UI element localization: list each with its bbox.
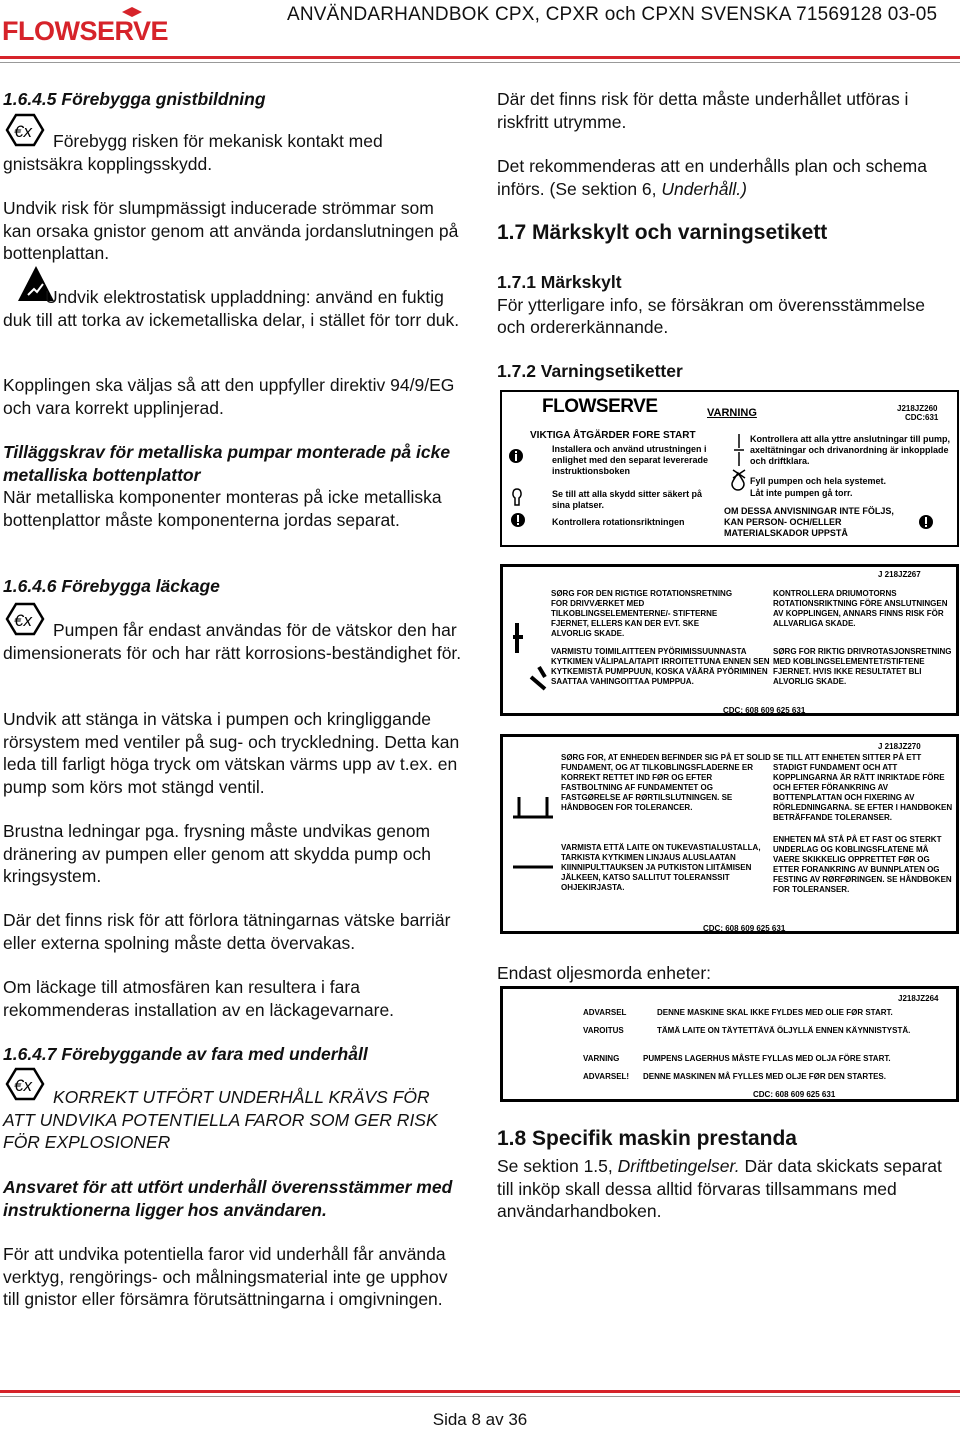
label-cdc: CDC: 608 609 625 631 bbox=[703, 924, 786, 933]
bold-paragraph: Ansvaret för att utfört underhåll överensstämmer med instruktionerna ligger hos användaren. bbox=[3, 1177, 453, 1220]
paragraph: För ytterligare info, se försäkran om överensstämmelse och ordererkännande. bbox=[497, 294, 925, 337]
section-heading: 1.6.4.7 Förebyggande av fara med underhåll bbox=[3, 1044, 368, 1064]
warning-label-oil bbox=[500, 986, 959, 1102]
paragraph: Där det finns risk för att förlora tätningarnas vätske barriär eller externa spolning måste detta övervakas. bbox=[3, 910, 451, 953]
flowserve-logo bbox=[2, 6, 169, 50]
fill-icon bbox=[730, 472, 746, 490]
guard-icon bbox=[510, 488, 524, 506]
caption: Endast oljesmorda enheter: bbox=[497, 963, 712, 983]
label-code: J218JZ264 bbox=[898, 994, 939, 1003]
section-heading: 1.6.4.6 Förebygga läckage bbox=[3, 576, 220, 596]
header-rule bbox=[0, 56, 960, 59]
label-row-label: VAROITUS bbox=[583, 1026, 624, 1035]
label-text-sv: SE TILL ATT ENHETEN SITTER PÅ ETT STADIGT FUNDAMENT OCH ATT KOPPLINGARNA ÄR RÄTT INRIKTADE FÖRE OCH EFTER FÖRANKRING AV BOTTENPLATTAN OCH FIXERING AV RÖRLEDNINGARNA. SE EFTER I HANDBOKEN BETRÄFFANDE TOLERANSER. bbox=[773, 753, 953, 822]
left-column bbox=[3, 88, 465, 111]
label-logo: FLOWSERVE bbox=[542, 396, 658, 417]
label-text-no: SØRG FOR RIKTIG DRIVROTASJONSRETNING MED KOBLINGSELEMENTET/STIFTENE FJERNET. HVIS IKKE RESULTATET BLI ALVORLIG SKADE. bbox=[773, 647, 952, 686]
footer-rule-thin bbox=[0, 1396, 960, 1397]
paragraph: Det rekommenderas att en underhålls plan och schema införs. (Se sektion 6, Underhåll.) bbox=[497, 156, 927, 199]
subsection-heading: 1.7.1 Märkskylt bbox=[497, 272, 622, 292]
label-code: J 218JZ270 bbox=[878, 742, 921, 751]
warning-label-varning bbox=[500, 390, 959, 547]
label-cdc: CDC: 608 609 625 631 bbox=[723, 706, 806, 715]
label-text-no: ENHETEN MÅ STÅ PÅ ET FAST OG STERKT UNDERLAG OG KOBLINGSFLATENE MÅ VAERE SKIKKELIG OPPRETTET FØR OG ETTER FORANKRING AV BUNNPLATEN OG FESTING AV RØRFØRINGEN. SE HÅNDBOKEN FOR TOLERANSER. bbox=[773, 835, 952, 894]
foundation-icon bbox=[509, 757, 557, 907]
label-item: OM DESSA ANVISNINGAR INTE FÖLJS, KAN PERSON- OCH/ELLER MATERIALSKADOR UPPSTÅ bbox=[724, 506, 894, 538]
label-row-text: DENNE MASKINEN MÅ FYLLES MED OLJE FØR DEN STARTES. bbox=[643, 1072, 886, 1081]
paragraph: Se sektion 1.5, Driftbetingelser. Där data skickats separat till inköp skall dessa alltid förvaras tillsammans med användarhandboken. bbox=[497, 1156, 942, 1221]
paragraph: Pumpen får endast användas för de vätskor den har dimensionerats för och har rätt korrosions-beständighet för. bbox=[3, 620, 462, 663]
label-row-text: DENNE MASKINE SKAL IKKE FYLDES MED OLIE FØR START. bbox=[657, 1008, 893, 1017]
paragraph: Där det finns risk för detta måste underhållet utföras i riskfritt utrymme. bbox=[497, 89, 909, 132]
label-cdc: CDC:631 bbox=[905, 413, 939, 422]
label-title: VARNING bbox=[707, 407, 757, 419]
label-row-text: PUMPENS LAGERHUS MÅSTE FYLLAS MED OLJA FÖRE START. bbox=[643, 1054, 891, 1063]
label-item: Kontrollera att alla yttre anslutningar till pump, axeltätningar och drivanordning är inkopplade och driftklara. bbox=[750, 434, 951, 466]
label-code: J218JZ260 bbox=[897, 404, 938, 413]
label-item: Se till att alla skydd sitter säkert på sina platser. bbox=[552, 489, 703, 510]
paragraph: För att undvika potentiella faror vid underhåll får använda verktyg, rengörings- och målningsmaterial inte ge upphov till gnistor eller försämra förutsättningarna i omgivningen. bbox=[3, 1244, 448, 1309]
section-heading: 1.8 Specifik maskin prestanda bbox=[497, 1127, 797, 1150]
label-text-da: SØRG FOR DEN RIGTIGE ROTATIONSRETNING FOR DRIVVÆRKET MED TILKOBLINGSELEMENTERNE/- STIFTERNE FJERNET, ELLERS KAN DER EVT. SKE ALVORLIG SKADE. bbox=[551, 589, 733, 638]
document-title: ANVÄNDARHANDBOK CPX, CPXR och CPXN SVENSKA 71569128 03-05 bbox=[287, 4, 938, 25]
label-left-title: VIKTIGA ÅTGÄRDER FORE START bbox=[530, 430, 696, 441]
page-number: Sida 8 av 36 bbox=[432, 1410, 528, 1429]
label-row-label: ADVARSEL bbox=[583, 1008, 627, 1017]
label-row-label: VARNING bbox=[583, 1054, 620, 1063]
section-heading: 1.7 Märkskylt och varningsetikett bbox=[497, 221, 828, 244]
paragraph: Brustna ledningar pga. frysning måste undvikas genom dränering av pumpen eller genom att skydda pump och kringsystem. bbox=[3, 821, 432, 886]
svg-text:€x: €x bbox=[14, 1076, 32, 1095]
label-cdc: CDC: 608 609 625 631 bbox=[753, 1090, 836, 1099]
svg-text:€x: €x bbox=[14, 611, 32, 630]
label-item: Kontrollera rotationsriktningen bbox=[552, 517, 685, 527]
label-item: Låt inte pumpen gå torr. bbox=[750, 488, 853, 498]
exclamation-icon bbox=[918, 514, 934, 530]
paragraph: Undvik elektrostatisk uppladdning: använd en fuktig duk till att torka av ickemetalliska delar, i stället för torr duk. bbox=[3, 287, 460, 330]
label-code: J 218JZ267 bbox=[878, 570, 921, 579]
label-text-sv: KONTROLLERA DRIUMOTORNS ROTATIONSRIKTNING FÖRE ANSLUTNINGEN AV KOPPLINGEN, ANNARS FINNS RISK FÖR ALLVARLIGA SKADE. bbox=[773, 589, 948, 628]
label-item: Installera och använd utrustningen i enlighet med den separat levererade instruktionsboken bbox=[552, 444, 709, 476]
coupling-icon bbox=[511, 617, 551, 707]
warning-label-rotation bbox=[500, 564, 959, 716]
svg-text:€x: €x bbox=[14, 122, 32, 141]
paragraph: Förebygg risken för mekanisk kontakt med gnistsäkra kopplingsskydd. bbox=[3, 131, 383, 174]
paragraph: Undvik att stänga in vätska i pumpen och kringliggande rörsystem med ventiler på sug- och tryckledning. Detta kan leda till farligt höga tryck om vätskan värms upp av t.ex. en pump som körs mot stängd ventil. bbox=[3, 709, 460, 797]
footer-rule bbox=[0, 1390, 960, 1393]
paragraph: Kopplingen ska väljas så att den uppfyller direktiv 94/9/EG och vara korrekt upplinjerad. bbox=[3, 375, 455, 418]
label-row-label: ADVARSEL! bbox=[583, 1072, 630, 1081]
section-heading: 1.6.4.5 Förebygga gnistbildning bbox=[3, 89, 266, 109]
label-row-text: TÄMÄ LAITE ON TÄYTETTÄVÄ ÖLJYLLÄ ENNEN KÄYNNISTYSTÄ. bbox=[657, 1026, 911, 1035]
paragraph: När metalliska komponenter monteras på icke metalliska bottenplattor måste komponenterna jordas separat. bbox=[3, 487, 442, 530]
paragraph: Undvik risk för slumpmässigt inducerade strömmar som kan orsaka gnistor genom att använda jordanslutningen på bottenplattan. bbox=[3, 198, 459, 263]
label-text-fi: VARMISTA ETTÄ LAITE ON TUKEVASTIALUSTALLA, TARKISTA KYTKIMEN LINJAUS ALUSLAATAN KIINNIPULTTAUKSEN JA PUTKISTON LIITÄMISEN JÄLKEEN, KATSO SALLITUT TOLERANSSIT OHJEKIRJASTA. bbox=[561, 843, 761, 892]
label-text-fi: VARMISTU TOIMILAITTEEN PYÖRIMISSUUNNASTA KYTKIMEN VÄLIPALA/TAPIT IRROITETTUNA ENNEN SEN KYTKEMISTÄ PUMPPUUN, KOSKA VÄÄRÄ PYÖRIMINEN SAATTAA VAHINGOITTAA PUMPPUA. bbox=[551, 647, 770, 686]
subsection-heading: Tilläggskrav för metalliska pumpar monterade på icke metalliska bottenplattor bbox=[3, 442, 451, 485]
header-rule-thin bbox=[0, 62, 960, 63]
rotation-icon bbox=[510, 512, 526, 528]
label-item: Fyll pumpen och hela systemet. bbox=[750, 476, 887, 486]
warning-paragraph: KORREKT UTFÖRT UNDERHÅLL KRÄVS FÖR ATT UNDVIKA POTENTIELLA FAROR SOM GER RISK FÖR EXPLOSIONER bbox=[3, 1087, 438, 1152]
book-icon bbox=[508, 448, 524, 464]
label-text-da: SØRG FOR, AT ENHEDEN BEFINDER SIG PÅ ET SOLID FUNDAMENT, OG AT TILKOBLINGSFLADERNE ER KORREKT RETTET IND FØR OG EFTER FASTBOLTNING AF FUNDAMENTET OG FASTGØRELSE AF RØRTILSLUTNINGEN. SE HÅNDBOGEN FOR TOLERANCER. bbox=[561, 753, 771, 812]
warning-label-alignment bbox=[500, 734, 959, 934]
svg-text:FLOWSERVE: FLOWSERVE bbox=[2, 16, 169, 46]
subsection-heading: 1.7.2 Varningsetiketter bbox=[497, 361, 683, 381]
paragraph: Om läckage till atmosfären kan resultera i fara rekommenderas installation av en läckagevarnare. bbox=[3, 977, 395, 1020]
